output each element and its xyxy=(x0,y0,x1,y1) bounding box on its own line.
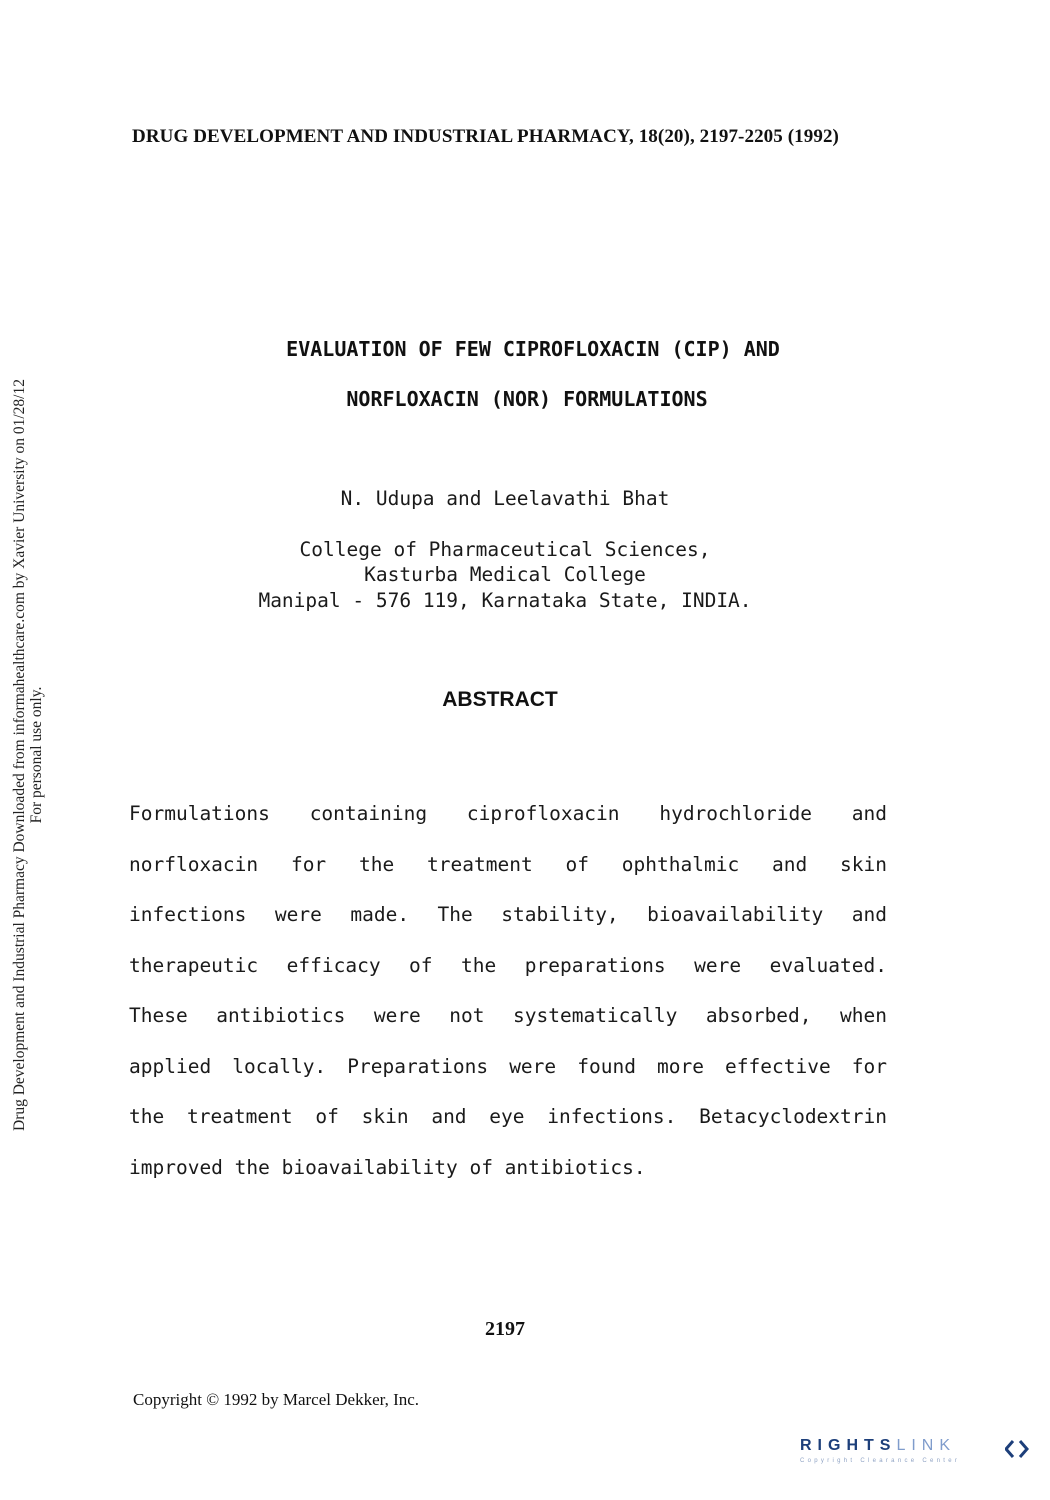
rightslink-brand-part2: LINK xyxy=(896,1437,957,1454)
affiliation-line-1: College of Pharmaceutical Sciences, xyxy=(299,538,711,561)
abstract-line: These antibiotics were not systematically absorbed, when xyxy=(129,1004,887,1027)
rightslink-brand-part1: RIGHTS xyxy=(800,1437,897,1454)
rightslink-logo[interactable] xyxy=(800,1437,1032,1473)
abstract-line: norfloxacin for the treatment of ophthalmic and skin xyxy=(129,852,887,876)
author-names: N. Udupa and Leelavathi Bhat xyxy=(340,487,670,510)
abstract-line: therapeutic efficacy of the preparations were evaluated. xyxy=(129,953,887,977)
abstract-line: improved the bioavailability of antibiotics. xyxy=(129,1155,646,1179)
abstract-line: the treatment of skin and eye infections. Betacyclodextrin xyxy=(129,1105,887,1128)
journal-citation-header: DRUG DEVELOPMENT AND INDUSTRIAL PHARMACY, 18(20), 2197-2205 (1992) xyxy=(132,126,839,147)
abstract-line: Formulations containing ciprofloxacin hydrochloride and xyxy=(129,802,887,825)
paper-title-line-1: EVALUATION OF FEW CIPROFLOXACIN (CIP) AND xyxy=(286,337,780,361)
abstract-body xyxy=(129,789,887,1193)
abstract-line: infections were made. The stability, bioavailability and xyxy=(129,903,887,926)
watermark-line-2: For personal use only. xyxy=(28,686,45,824)
watermark-line-1: Drug Development and Industrial Pharmacy Downloaded from informahealthcare.com by Xavier University on 01/28/12 xyxy=(11,379,28,1131)
rightslink-tagline: Copyright Clearance Center xyxy=(800,1458,961,1464)
page-number: 2197 xyxy=(485,1318,525,1340)
abstract-line: applied locally. Preparations were found more effective for xyxy=(129,1054,887,1078)
copyright-notice: Copyright © 1992 by Marcel Dekker, Inc. xyxy=(133,1390,420,1409)
rightslink-wordmark xyxy=(800,1437,956,1455)
download-watermark xyxy=(0,345,56,1165)
rightslink-arrow-icon xyxy=(1005,1439,1031,1459)
paper-title-line-2: NORFLOXACIN (NOR) FORMULATIONS xyxy=(346,387,708,411)
affiliation-line-2: Kasturba Medical College xyxy=(364,563,646,586)
affiliation-line-3: Manipal - 576 119, Karnataka State, INDIA. xyxy=(258,589,752,612)
abstract-heading: ABSTRACT xyxy=(442,688,558,711)
